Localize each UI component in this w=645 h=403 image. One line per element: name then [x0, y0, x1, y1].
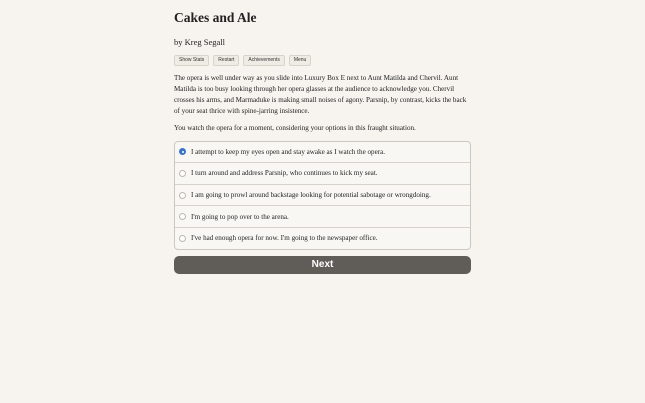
radio-icon[interactable] [179, 170, 186, 177]
achievements-button[interactable]: Achievements [243, 55, 284, 66]
choice-option-3[interactable] [175, 184, 470, 206]
game-title: Cakes and Ale [174, 10, 257, 25]
choice-label: I turn around and address Parsnip, who continues to kick my seat. [191, 169, 378, 178]
story-paragraph: The opera is well under way as you slide into Luxury Box E next to Aunt Matilda and Chervil. Aunt Matilda is too busy looking through her opera glasses at the audience to acknowledge you. Chervil crosses his arms, and Marmaduke is making small noises of agony. Parsnip, by contrast, kicks the back of your seat thrice with spine-jarring insistence. [174, 74, 467, 115]
choice-label: I'm going to pop over to the arena. [191, 212, 289, 221]
toolbar [174, 55, 471, 66]
choice-option-1[interactable] [175, 142, 470, 163]
choice-option-2[interactable] [175, 162, 470, 184]
choice-list [174, 141, 471, 250]
choice-label: I've had enough opera for now. I'm going to the newspaper office. [191, 234, 378, 243]
radio-icon[interactable] [179, 213, 186, 220]
menu-button[interactable]: Menu [289, 55, 312, 66]
restart-button[interactable]: Restart [213, 55, 239, 66]
next-button[interactable]: Next [174, 256, 471, 274]
game-container [174, 0, 471, 274]
radio-icon[interactable] [179, 192, 186, 199]
choice-label: I attempt to keep my eyes open and stay awake as I watch the opera. [191, 147, 386, 156]
choice-option-5[interactable] [175, 227, 470, 249]
radio-selected-icon[interactable] [179, 148, 186, 155]
radio-icon[interactable] [179, 235, 186, 242]
game-author: by Kreg Segall [174, 37, 225, 47]
story-text [174, 73, 471, 134]
show-stats-button[interactable]: Show Stats [174, 55, 209, 66]
story-paragraph: You watch the opera for a moment, considering your options in this fraught situation. [174, 123, 416, 132]
choice-option-4[interactable] [175, 205, 470, 227]
choice-label: I am going to prowl around backstage looking for potential sabotage or wrongdoing. [191, 191, 431, 200]
